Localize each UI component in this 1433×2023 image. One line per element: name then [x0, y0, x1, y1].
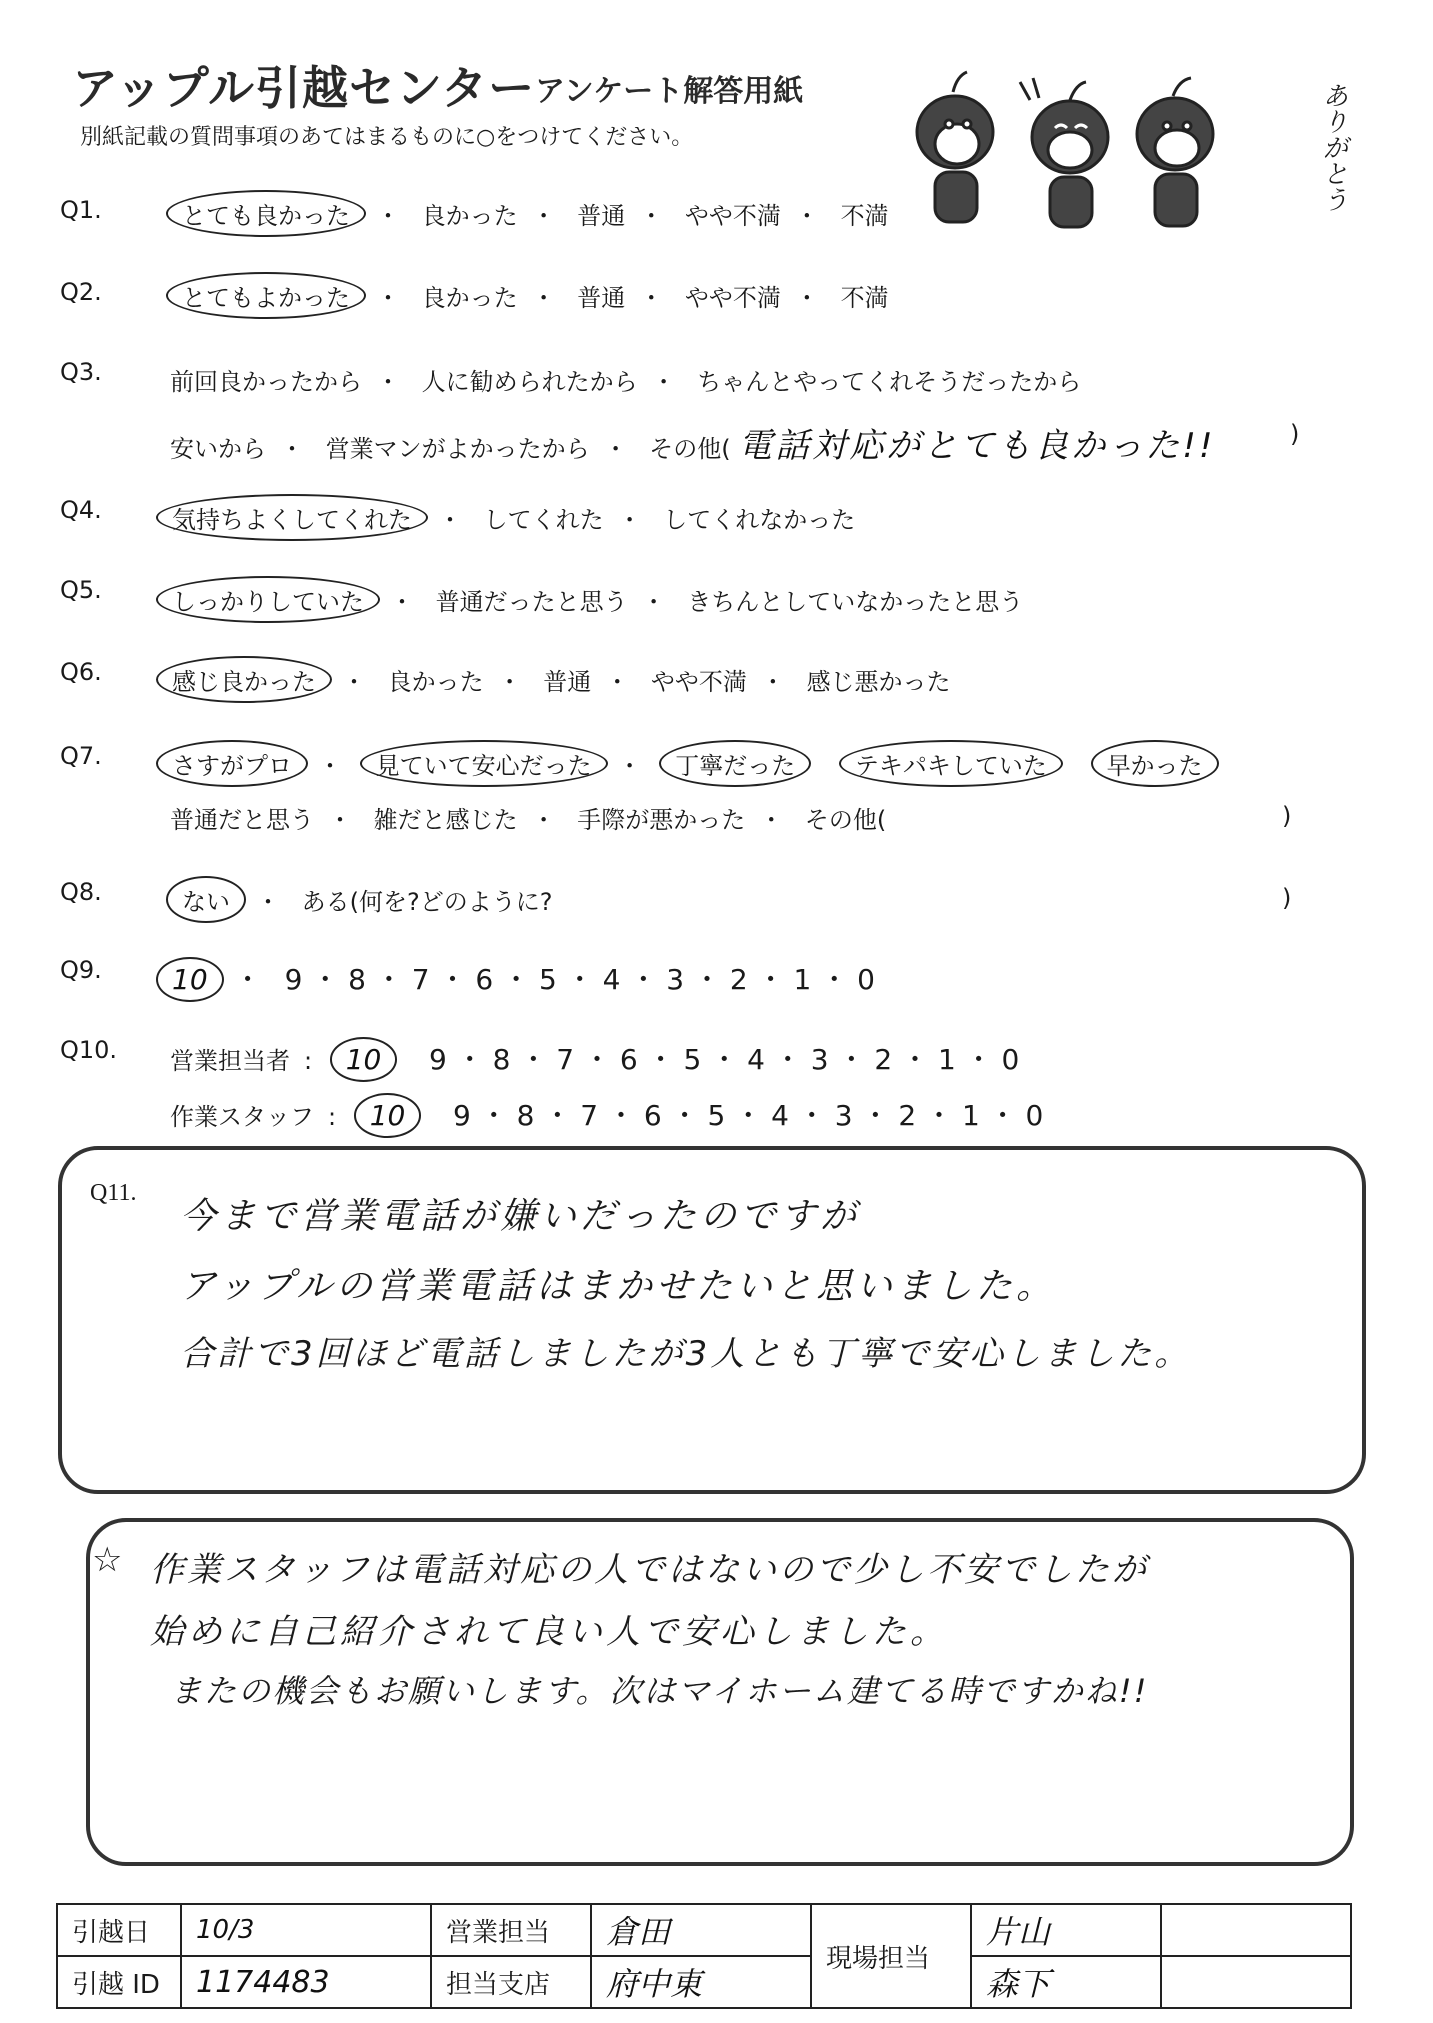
star-icon: ☆	[92, 1540, 123, 1580]
moving-id-value: 1174483	[181, 1956, 431, 2008]
q6-option[interactable]: 普通	[543, 668, 592, 696]
q8-options: ない ・ ある(何を?どのように?	[170, 882, 552, 917]
q1-option[interactable]: やや不満	[684, 202, 781, 230]
q1-option[interactable]: 普通	[577, 202, 626, 230]
q11-answer-line: 合計で3回ほど電話しましたが3人とも丁寧で安心しました。	[180, 1334, 1192, 1374]
q2-option-selected[interactable]: とてもよかった	[166, 272, 366, 319]
q3-close-paren: )	[1290, 420, 1300, 448]
q10-sales-score-options[interactable]: 9 ・ 8 ・ 7 ・ 6 ・ 5 ・ 4 ・ 3 ・ 2 ・ 1 ・ 0	[429, 1043, 1020, 1076]
site-label: 現場担当	[811, 1904, 971, 2008]
q9-score-selected[interactable]: 10	[156, 957, 224, 1002]
q7-option-other[interactable]: その他(	[804, 806, 887, 834]
q7-option[interactable]: 普通だと思う	[170, 806, 314, 834]
q3-other-answer[interactable]: 電話対応がとても良かった!!	[738, 426, 1216, 466]
q7-option-selected[interactable]: さすがプロ	[156, 740, 308, 787]
thanks-text: ありがとう	[1318, 82, 1348, 212]
q6-option[interactable]: 感じ悪かった	[806, 668, 951, 696]
q3-number: Q3.	[60, 358, 102, 386]
q7-option-selected[interactable]: 見ていて安心だった	[360, 740, 608, 787]
q5-number: Q5.	[60, 576, 102, 604]
q3-options-line2: 安いから ・ 営業マンがよかったから ・ その他( 電話対応がとても良かった!!	[170, 418, 1216, 467]
q3-option[interactable]: ちゃんとやってくれそうだったから	[697, 368, 1082, 396]
q6-number: Q6.	[60, 658, 102, 686]
q4-number: Q4.	[60, 496, 102, 524]
q4-option-selected[interactable]: 気持ちよくしてくれた	[156, 494, 428, 541]
q2-options: とてもよかった ・ 良かった ・ 普通 ・ やや不満 ・ 不満	[170, 278, 889, 313]
q1-option-selected[interactable]: とても良かった	[166, 190, 366, 237]
q1-option[interactable]: 不満	[840, 202, 889, 230]
q7-option[interactable]: 雑だと感じた	[373, 806, 518, 834]
q7-option[interactable]: 手際が悪かった	[577, 806, 746, 834]
monkey-2-icon	[1020, 78, 1108, 227]
sales-label: 営業担当	[431, 1904, 591, 1956]
q10-sales-row: 営業担当者 : 10 9 ・ 8 ・ 7 ・ 6 ・ 5 ・ 4 ・ 3 ・ 2 ・ 1 ・ 0	[170, 1038, 1019, 1078]
q7-close-paren: )	[1282, 802, 1292, 830]
q11-answer-line: 今まで営業電話が嫌いだったのですが	[180, 1196, 861, 1237]
q5-option[interactable]: 普通だったと思う	[435, 588, 628, 616]
q3-option[interactable]: 前回良かったから	[170, 368, 362, 396]
q6-options: 感じ良かった ・ 良かった ・ 普通 ・ やや不満 ・ 感じ悪かった	[160, 662, 951, 697]
q7-option-selected[interactable]: 丁寧だった	[659, 740, 811, 787]
q10-sales-label: 営業担当者	[170, 1047, 290, 1075]
moving-info-table	[56, 1903, 1352, 2009]
q5-options: しっかりしていた ・ 普通だったと思う ・ きちんとしていなかったと思う	[160, 582, 1023, 617]
q3-options-line1: 前回良かったから ・ 人に勧められたから ・ ちゃんとやってくれそうだったから	[170, 362, 1081, 397]
q5-option-selected[interactable]: しっかりしていた	[156, 576, 380, 623]
q8-close-paren: )	[1282, 884, 1292, 912]
q11-answer-line: アップルの営業電話はまかせたいと思いました。	[180, 1266, 1057, 1307]
q10-sales-score-selected[interactable]: 10	[330, 1037, 398, 1082]
q4-options: 気持ちよくしてくれた ・ してくれた ・ してくれなかった	[160, 500, 855, 535]
form-subtitle: アンケート解答用紙	[535, 74, 804, 109]
q6-option[interactable]: 良かった	[387, 668, 484, 696]
q1-number: Q1.	[60, 196, 102, 224]
q7-option-selected[interactable]: 早かった	[1091, 740, 1219, 787]
q4-option[interactable]: してくれなかった	[663, 506, 856, 534]
q8-number: Q8.	[60, 878, 102, 906]
q7-option-selected[interactable]: テキパキしていた	[839, 740, 1063, 787]
empty-cell	[1161, 1904, 1351, 1956]
q6-option[interactable]: やや不満	[650, 668, 747, 696]
q2-option[interactable]: 良かった	[421, 284, 518, 312]
q10-staff-score-options[interactable]: 9 ・ 8 ・ 7 ・ 6 ・ 5 ・ 4 ・ 3 ・ 2 ・ 1 ・ 0	[453, 1099, 1044, 1132]
monkey-mascots-illustration	[905, 62, 1235, 237]
instruction-text: 別紙記載の質問事項のあてはまるものに○をつけてください。	[80, 125, 694, 150]
q10-staff-label: 作業スタッフ	[170, 1103, 314, 1131]
q6-option-selected[interactable]: 感じ良かった	[156, 656, 332, 703]
q9-scale: 10 ・ 9 ・ 8 ・ 7 ・ 6 ・ 5 ・ 4 ・ 3 ・ 2 ・ 1 ・ 0	[160, 958, 875, 998]
moving-day-value: 10/3	[181, 1904, 431, 1956]
empty-cell	[1161, 1956, 1351, 2008]
site-name-value: 片山	[971, 1904, 1161, 1956]
q3-option[interactable]: 安いから	[170, 435, 266, 463]
q3-option[interactable]: 人に勧められたから	[421, 368, 638, 396]
q2-option[interactable]: 不満	[840, 284, 889, 312]
q10-staff-row: 作業スタッフ : 10 9 ・ 8 ・ 7 ・ 6 ・ 5 ・ 4 ・ 3 ・ 2 ・ 1 ・ 0	[170, 1094, 1043, 1134]
site-name-value: 森下	[971, 1956, 1161, 2008]
q10-number: Q10.	[60, 1036, 118, 1064]
q11-number: Q11.	[90, 1180, 137, 1206]
q2-option[interactable]: やや不満	[684, 284, 781, 312]
q8-option-selected[interactable]: ない	[166, 876, 246, 923]
q3-option[interactable]: 営業マンがよかったから	[325, 435, 590, 463]
monkey-3-icon	[1137, 78, 1213, 226]
branch-label: 担当支店	[431, 1956, 591, 2008]
q3-option-other[interactable]: その他(	[649, 435, 731, 463]
q10-staff-score-selected[interactable]: 10	[354, 1093, 422, 1138]
q9-score-options[interactable]: 9 ・ 8 ・ 7 ・ 6 ・ 5 ・ 4 ・ 3 ・ 2 ・ 1 ・ 0	[284, 963, 875, 996]
q7-options-line1: さすがプロ ・ 見ていて安心だった ・ 丁寧だった テキパキしていた 早かった	[160, 746, 1215, 781]
q8-option[interactable]: ある(何を?どのように?	[301, 888, 553, 916]
q2-number: Q2.	[60, 278, 102, 306]
extra-comment-line: 始めに自己紹介されて良い人で安心しました。	[150, 1612, 948, 1652]
q1-option[interactable]: 良かった	[421, 202, 518, 230]
company-title: アップル引越センター	[72, 61, 536, 115]
q1-options: とても良かった ・ 良かった ・ 普通 ・ やや不満 ・ 不満	[170, 196, 889, 231]
moving-id-label: 引越 ID	[57, 1956, 181, 2008]
moving-day-label: 引越日	[57, 1904, 181, 1956]
monkey-1-icon	[917, 72, 993, 222]
q5-option[interactable]: きちんとしていなかったと思う	[687, 588, 1024, 616]
extra-comment-line: 作業スタッフは電話対応の人ではないので少し不安でしたが	[150, 1550, 1149, 1590]
branch-value: 府中東	[591, 1956, 811, 2008]
q9-number: Q9.	[60, 956, 102, 984]
sales-name-value: 倉田	[591, 1904, 811, 1956]
q7-options-line2: 普通だと思う ・ 雑だと感じた ・ 手際が悪かった ・ その他(	[170, 800, 886, 835]
q7-number: Q7.	[60, 742, 102, 770]
q4-option[interactable]: してくれた	[483, 506, 604, 534]
extra-comment-line: またの機会もお願いします。次はマイホーム建てる時ですかね!!	[170, 1672, 1149, 1710]
q2-option[interactable]: 普通	[577, 284, 626, 312]
